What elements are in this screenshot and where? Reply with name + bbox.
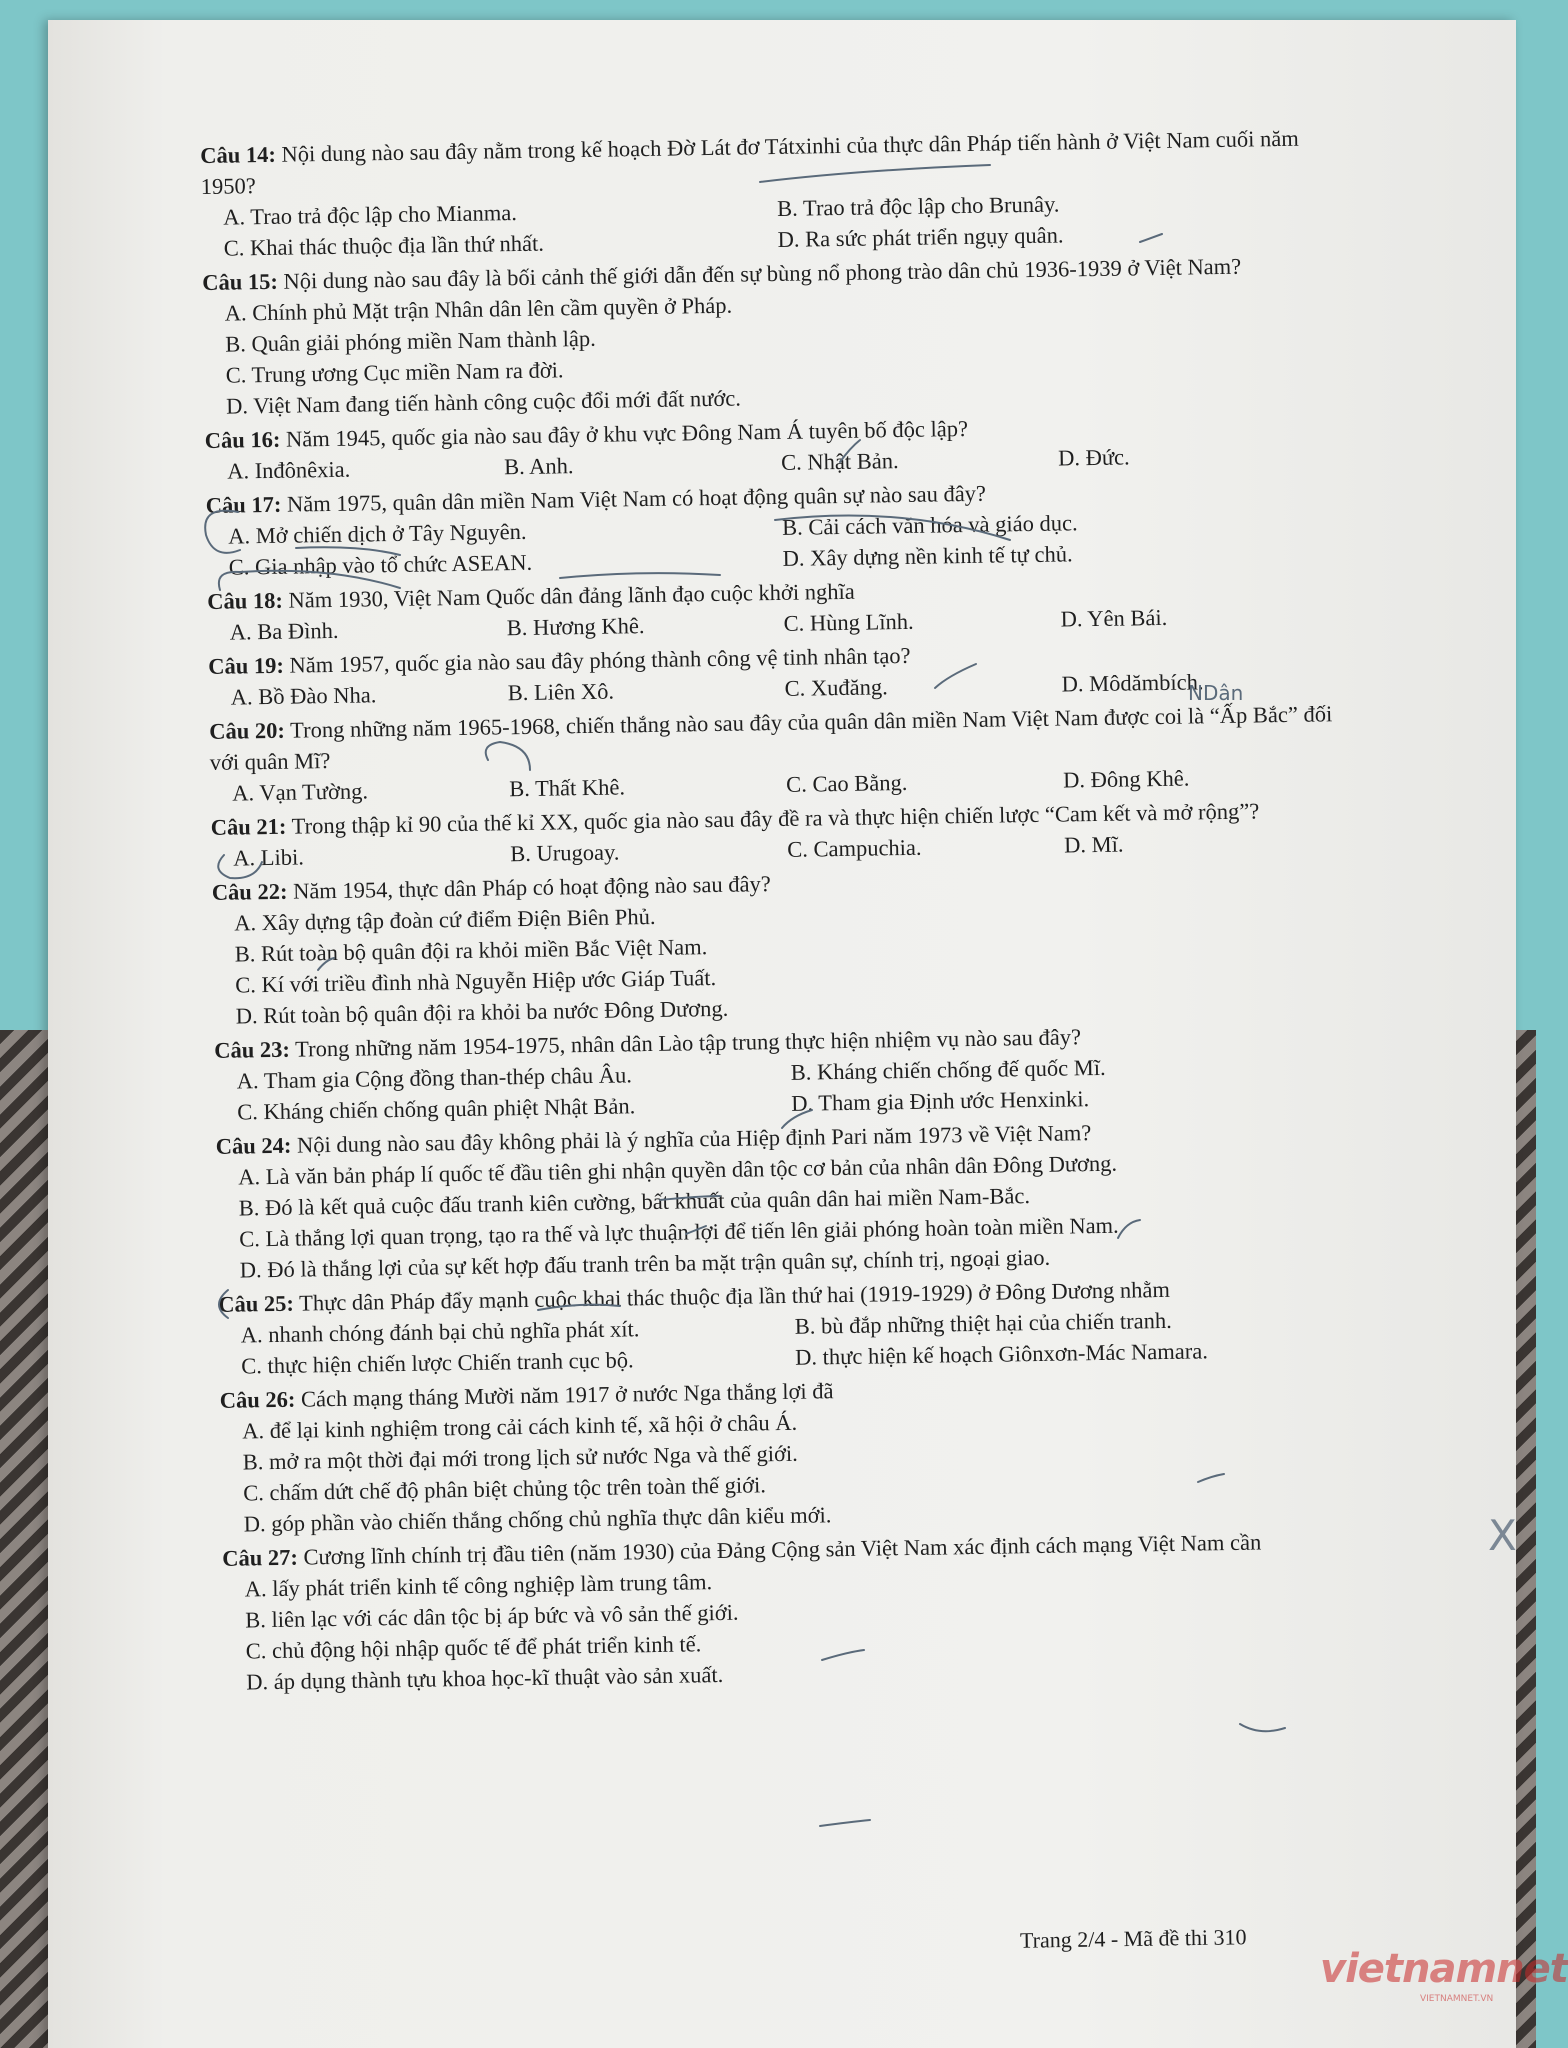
watermark-logo-text: vietnamnet bbox=[1320, 1946, 1568, 1992]
answer-option: C. Trung ương Cục miền Nam ra đời. bbox=[225, 357, 564, 388]
question-number: Câu 26: bbox=[219, 1386, 296, 1413]
answer-option: B. Quân giải phóng miền Nam thành lập. bbox=[225, 325, 596, 357]
answer-option: D. áp dụng thành tựu khoa học-kĩ thuật vào sản xuất. bbox=[246, 1661, 724, 1695]
question-number: Câu 17: bbox=[205, 491, 282, 518]
answer-option: C. Kháng chiến chống quân phiệt Nhật Bản. bbox=[237, 1093, 636, 1125]
question-text: Nội dung nào sau đây không phải là ý nghĩa của Hiệp định Pari năm 1973 về Việt Nam? bbox=[291, 1120, 1092, 1158]
answer-options bbox=[216, 1144, 1348, 1286]
question-number: Câu 27: bbox=[222, 1544, 299, 1571]
question bbox=[200, 122, 1332, 267]
answer-option: D. Môdămbích. bbox=[1061, 669, 1204, 697]
answer-option: D. Việt Nam đang tiến hành công cuộc đổi mới đất nước. bbox=[225, 385, 742, 419]
question-text: Cách mạng tháng Mười năm 1917 ở nước Nga thắng lợi đã bbox=[295, 1378, 834, 1412]
handwritten-note: NDân bbox=[1188, 681, 1244, 705]
question bbox=[216, 1113, 1348, 1289]
answer-option: C. Là thắng lợi quan trọng, tạo ra thế và lực thuận lợi để tiến lên giải phóng hoàn toàn miền Nam. bbox=[239, 1212, 1119, 1252]
question bbox=[218, 1271, 1349, 1385]
question bbox=[214, 1017, 1345, 1131]
question-number: Câu 15: bbox=[202, 268, 279, 295]
answer-option: C. Cao Bằng. bbox=[785, 769, 908, 797]
answer-option: C. Kí với triều đình nhà Nguyễn Hiệp ước Giáp Tuất. bbox=[235, 964, 717, 998]
answer-option: D. Mĩ. bbox=[1063, 831, 1124, 858]
answer-option: A. Bồ Đào Nha. bbox=[230, 682, 377, 710]
page-footer: Trang 2/4 - Mã đề thi 310 bbox=[1019, 1924, 1247, 1953]
answer-option: B. Cải cách văn hóa và giáo dục. bbox=[781, 510, 1078, 540]
question bbox=[202, 249, 1334, 425]
answer-option: A. để lại kinh nghiệm trong cải cách kinh tế, xã hội ở châu Á. bbox=[242, 1409, 798, 1444]
question bbox=[212, 859, 1344, 1035]
answer-options bbox=[202, 280, 1334, 422]
answer-option: A. Vạn Tường. bbox=[232, 778, 369, 806]
question-text: Năm 1954, thực dân Pháp có hoạt động nào sau đây? bbox=[287, 871, 771, 904]
answer-option: D. Đó là thắng lợi của sự kết hợp đấu tranh trên ba mặt trận quân sự, chính trị, ngoại giao. bbox=[239, 1244, 1051, 1283]
answer-option: B. mở ra một thời đại mới trong lịch sử nước Nga và thế giới. bbox=[242, 1440, 798, 1475]
vietnamnet-watermark-logo bbox=[1320, 1946, 1568, 2006]
answer-option: A. nhanh chóng đánh bại chủ nghĩa phát xít. bbox=[240, 1316, 640, 1348]
answer-option: B. Rút toàn bộ quân đội ra khỏi miền Bắc Việt Nam. bbox=[234, 934, 708, 967]
answer-option: C. Khai thác thuộc địa lần thứ nhất. bbox=[223, 230, 545, 261]
question bbox=[205, 472, 1336, 586]
question bbox=[222, 1525, 1354, 1701]
handwritten-cross: X bbox=[1488, 1511, 1517, 1560]
answer-option: A. Tham gia Cộng đồng than-thép châu Âu. bbox=[236, 1062, 633, 1094]
question-text: Năm 1957, quốc gia nào sau đây phóng thành công vệ tinh nhân tạo? bbox=[283, 642, 911, 678]
question-number: Câu 21: bbox=[210, 813, 287, 840]
answer-option: C. Nhật Bản. bbox=[780, 448, 899, 475]
question-text: Cương lĩnh chính trị đầu tiên (năm 1930) của Đảng Cộng sản Việt Nam xác định cách mạng Việt Nam cần bbox=[297, 1529, 1262, 1570]
question-number: Câu 18: bbox=[207, 587, 284, 614]
question-text: Năm 1930, Việt Nam Quốc dân đảng lãnh đạo cuộc khởi nghĩa bbox=[282, 578, 855, 613]
answer-option: A. Là văn bản pháp lí quốc tế đầu tiên ghi nhận quyền dân tộc cơ bản của nhân dân Đông Dương. bbox=[238, 1150, 1118, 1190]
answer-option: B. Liên Xô. bbox=[507, 678, 615, 706]
question-text: Trong những năm 1965-1968, chiến thắng nào sau đây của quân dân miền Nam Việt Nam được coi là “Ấp Bắc” đối với quân Mĩ? bbox=[209, 701, 1333, 775]
answer-option: D. Đông Khê. bbox=[1062, 765, 1190, 793]
question-number: Câu 22: bbox=[211, 878, 288, 905]
answer-option: D. góp phần vào chiến thắng chống chủ nghĩa thực dân kiểu mới. bbox=[243, 1502, 832, 1537]
question-text: Trong những năm 1954-1975, nhân dân Lào tập trung thực hiện nhiệm vụ nào sau đây? bbox=[289, 1024, 1082, 1062]
question-text: Nội dung nào sau đây nằm trong kế hoạch Đờ Lát đơ Tátxinhi của thực dân Pháp tiến hành ở Việt Nam cuối năm 1950? bbox=[200, 125, 1299, 199]
answer-option: D. Rút toàn bộ quân đội ra khỏi ba nước Đông Dương. bbox=[235, 995, 729, 1029]
answer-option: D. thực hiện kế hoạch Giônxơn-Mác Namara. bbox=[794, 1338, 1209, 1370]
answer-option: D. Ra sức phát triển ngụy quân. bbox=[777, 222, 1064, 252]
answer-options bbox=[220, 1398, 1352, 1540]
question-number: Câu 23: bbox=[214, 1036, 291, 1063]
question-number: Câu 19: bbox=[208, 652, 285, 679]
answer-option: A. Trao trả độc lập cho Mianma. bbox=[223, 200, 518, 230]
answer-options bbox=[212, 890, 1344, 1032]
answer-option: A. Xây dựng tập đoàn cứ điểm Điện Biên Phủ. bbox=[234, 903, 656, 936]
exam-content bbox=[200, 122, 1358, 1940]
answer-option: C. chủ động hội nhập quốc tế để phát triển kinh tế. bbox=[245, 1631, 702, 1664]
answer-option: B. Thất Khê. bbox=[509, 774, 626, 802]
answer-option: A. Ba Đình. bbox=[229, 617, 339, 645]
answer-option: B. liên lạc với các dân tộc bị áp bức và vô sản thế giới. bbox=[245, 1599, 739, 1633]
answer-option: A. lấy phát triển kinh tế công nghiệp làm trung tâm. bbox=[244, 1569, 713, 1602]
question-number: Câu 20: bbox=[209, 717, 286, 744]
answer-option: B. Urugoay. bbox=[510, 839, 620, 867]
answer-option: A. Inđônêxia. bbox=[227, 456, 351, 484]
question-text: Năm 1945, quốc gia nào sau đây ở khu vực Đông Nam Á tuyên bố độc lập? bbox=[280, 415, 969, 452]
answer-option: B. Đó là kết quả cuộc đấu tranh kiên cường, bất khuất của quân dân hai miền Nam-Bắc. bbox=[238, 1183, 1031, 1221]
question-number: Câu 24: bbox=[215, 1132, 292, 1159]
answer-option: C. chấm dứt chế độ phân biệt chủng tộc trên toàn thế giới. bbox=[243, 1472, 767, 1506]
answer-option: B. Hương Khê. bbox=[506, 613, 645, 641]
answer-options bbox=[223, 1556, 1355, 1698]
answer-option: A. Chính phủ Mặt trận Nhân dân lên cầm quyền ở Pháp. bbox=[224, 292, 733, 326]
question-text: Thực dân Pháp đẩy mạnh cuộc khai thác thuộc địa lần thứ hai (1919-1929) ở Đông Dương nhằm bbox=[293, 1276, 1171, 1316]
answer-option: A. Mở chiến dịch ở Tây Nguyên. bbox=[228, 518, 527, 549]
answer-option: C. Hùng Lĩnh. bbox=[783, 608, 914, 636]
question bbox=[209, 698, 1340, 812]
answer-option: B. Kháng chiến chống đế quốc Mĩ. bbox=[790, 1054, 1106, 1085]
answer-option: C. Campuchia. bbox=[787, 834, 922, 862]
answer-option: D. Xây dựng nền kinh tế tự chủ. bbox=[782, 541, 1073, 571]
answer-option: B. bù đắp những thiệt hại của chiến tranh. bbox=[794, 1307, 1172, 1339]
answer-option: D. Đức. bbox=[1057, 444, 1130, 471]
question-number: Câu 16: bbox=[204, 426, 281, 453]
answer-option: C. thực hiện chiến lược Chiến tranh cục bộ. bbox=[241, 1347, 634, 1379]
answer-option: D. Yên Bái. bbox=[1060, 604, 1168, 632]
answer-option: C. Gia nhập vào tổ chức ASEAN. bbox=[228, 549, 533, 580]
question-text: Năm 1975, quân dân miền Nam Việt Nam có hoạt động quân sự nào sau đây? bbox=[281, 480, 987, 517]
watermark-sub-text: VIETNAMNET.VN bbox=[1420, 1994, 1494, 2004]
question-text: Trong thập kỉ 90 của thế kỉ XX, quốc gia nào sau đây đề ra và thực hiện chiến lược “Cam kết và mở rộng”? bbox=[286, 798, 1260, 839]
question-text: Nội dung nào sau đây là bối cảnh thế giới dẫn đến sự bùng nổ phong trào dân chủ 1936-1939 ở Việt Nam? bbox=[277, 253, 1242, 294]
question-number: Câu 25: bbox=[218, 1290, 295, 1317]
answer-option: A. Libi. bbox=[233, 844, 305, 871]
answer-option: B. Trao trả độc lập cho Brunây. bbox=[776, 191, 1060, 221]
answer-option: D. Tham gia Định ước Henxinki. bbox=[791, 1086, 1090, 1116]
question bbox=[220, 1367, 1352, 1543]
answer-option: C. Xuđăng. bbox=[784, 674, 888, 701]
question-number: Câu 14: bbox=[200, 141, 277, 168]
answer-option: B. Anh. bbox=[503, 453, 574, 480]
